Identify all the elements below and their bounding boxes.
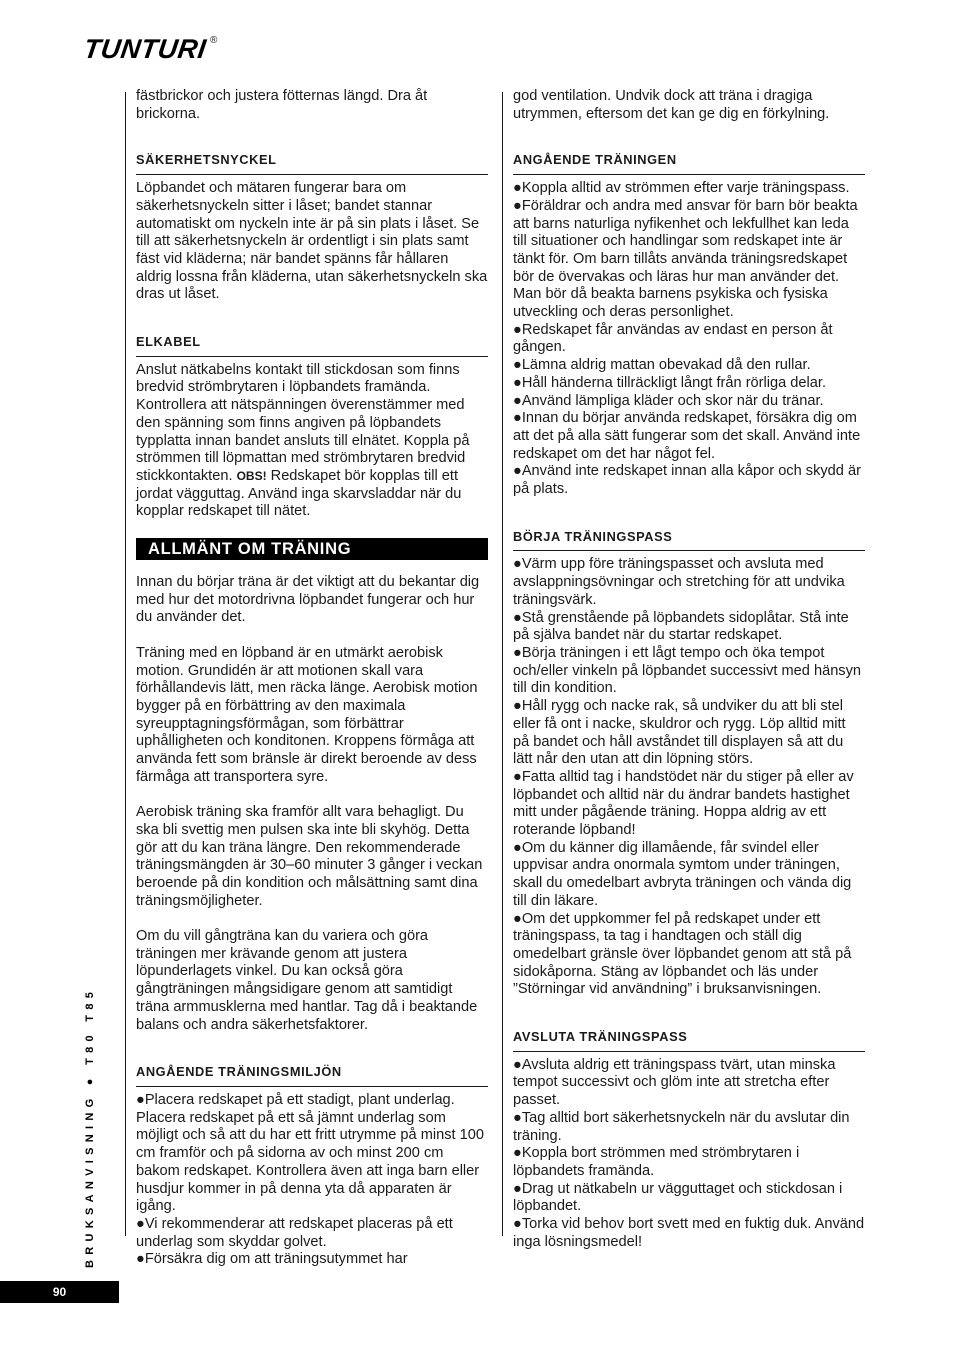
- registered-mark: ®: [209, 35, 218, 46]
- paragraph: Aerobisk träning ska framför allt vara behagligt. Du ska bli svettig men pulsen ska inte bli skyhög. Detta gör att du kan träna längre. Den rekommenderade träningsmängden är 30–60 minuter 3 gånger i veckan beroende på din kondition och målsättning samt dina träningsmöjligheter.: [136, 804, 483, 909]
- text-span: Anslut nätkabelns kontakt till stickdosan som finns bredvid strömbrytaren i löpbandets framända. Kontrollera att nätspänningen överenstämmer med den spänning som finns angiven på löpbandets typplatta innan bandet ansluts till elnätet. Koppla på strömmen till löpmattan med strömbrytaren bredvid stickkontakten.: [136, 361, 470, 484]
- side-running-title: BRUKSANVISNING ● T80 T85: [84, 986, 96, 1268]
- bullet-item: ●Tag alltid bort säkerhetsnyckeln när du avslutar din träning.: [513, 1109, 850, 1144]
- left-column-rule: [125, 92, 126, 1236]
- right-column: [513, 88, 865, 1251]
- section-heading-sakerhetsnyckel: SÄKERHETSNYCKEL: [136, 151, 488, 175]
- bullet-item: ●Använd inte redskapet innan alla kåpor och skydd är på plats.: [513, 463, 861, 498]
- text-span: Redskapet bör kopplas till ett jordat vägguttag. Använd inga skarvsladdar när du kopplar redskapet till nätet.: [136, 467, 462, 520]
- logo-text: TUNTURI: [81, 34, 209, 64]
- section-heading-elkabel: ELKABEL: [136, 333, 488, 357]
- bullet-item: ●Torka vid behov bort svett med en fuktig duk. Använd inga lösningsmedel!: [513, 1216, 865, 1250]
- paragraph: god ventilation. Undvik dock att träna i dragiga utrymmen, eftersom det kan ge dig en förkylning.: [513, 88, 830, 122]
- bullet-item: ●Håll händerna tillräckligt långt från rörliga delar.: [513, 374, 827, 391]
- paragraph: Om du vill gångträna kan du variera och göra träningen mer krävande genom att justera löpunderlagets vinkel. Du kan också göra gångträningen mångsidigare genom att samtidigt träna armmusklerna med hantlar. Tag då i beaktande balans och andra säkerhetsfaktorer.: [136, 928, 478, 1033]
- bullet-item: ●Lämna aldrig mattan obevakad då den rullar.: [513, 357, 811, 374]
- bullet-item: ●Redskapet får användas av endast en person åt gången.: [513, 321, 833, 356]
- section-heading-traningsmiljon: ANGÅENDE TRÄNINGSMILJÖN: [136, 1063, 488, 1087]
- bullet-item: ●Vi rekommenderar att redskapet placeras på ett underlag som skyddar golvet.: [136, 1215, 453, 1250]
- obs-label: OBS!: [236, 468, 267, 483]
- page-number: 90: [0, 1281, 119, 1303]
- paragraph-elkabel: [136, 362, 488, 521]
- section-heading-traningen: ANGÅENDE TRÄNINGEN: [513, 151, 865, 175]
- bullet-item: ●Håll rygg och nacke rak, så undviker du att bli stel eller få ont i nacke, skuldror och rygg. Löp alltid mitt på bandet och håll avståndet till displayen så att du lätt når den utan att din löpning störs.: [513, 698, 846, 768]
- bullet-item: ●Drag ut nätkabeln ur vägguttaget och stickdosan i löpbandet.: [513, 1180, 843, 1215]
- section-heading-avsluta: AVSLUTA TRÄNINGSPASS: [513, 1028, 865, 1052]
- brand-logo: [81, 34, 218, 64]
- paragraph: Löpbandet och mätaren fungerar bara om säkerhetsnyckeln sitter i låset; bandet stannar automatiskt om nyckeln inte är på sin plats i låset. Se till att säkerhetsnyckeln är ordentligt i sin plats samt fäst vid kläderna; när bandet spänns får hållaren aldrig lossna från kläderna, utan säkerhetsnyckeln ska dras ut låset.: [136, 180, 488, 303]
- right-column-rule: [502, 92, 503, 1236]
- bullet-item: ●Innan du börjar använda redskapet, försäkra dig om att det på alla sätt fungerar som det skall. Använd inte redskapet om det har något fel.: [513, 410, 861, 462]
- bullet-item: ●Koppla alltid av strömmen efter varje träningspass.: [513, 180, 850, 197]
- bullet-item: ●Fatta alltid tag i handstödet när du stiger på eller av löpbandet och alltid när du ändrar bandets hastighet mitt under pågående träning. Hoppa aldrig av ett roterande löpband!: [513, 768, 854, 839]
- bullet-item: ●Om det uppkommer fel på redskapet under ett träningspass, ta tag i handtagen och ställ dig omedelbart gränsle över löpbandet genom att stå på sidokåporna. Stäng av löpbandet och läs under ”Störningar vid användning” i bruksanvisningen.: [513, 910, 852, 998]
- bullet-item: ●Om du känner dig illamående, får svindel eller uppvisar andra onormala symtom under träningen, skall du omedelbart avbryta träningen och vända dig till din läkare.: [513, 839, 852, 909]
- left-column: [136, 88, 488, 1269]
- bullet-item: ●Stå grenstående på löpbandets sidoplåtar. Stå inte på själva bandet när du startar redskapet.: [513, 609, 849, 644]
- paragraph: Träning med en löpband är en utmärkt aerobisk motion. Grundidén är att motionen skall vara förhållandevis lätt, men räcka länge. Aerobisk motion bygger på en förbättring av den maximala syreupptagningsförmågan, som förbättrar uphålligheten och konditonen. Kroppens förmåga att använda fett som bränsle är direkt beroende av dess färmåga att transportera syre.: [136, 644, 478, 785]
- bullet-item: ●Försäkra dig om att träningsutymmet har: [136, 1251, 408, 1268]
- bullet-item: ●Börja träningen i ett lågt tempo och öka tempot och/eller vinkeln på löpbandet successivt med hänsyn till din kondition.: [513, 644, 862, 697]
- bullet-item: ●Föräldrar och andra med ansvar för barn bör beakta att barns naturliga nyfikenhet och lekfullhet kan leda till situationer och handlingar som redskapet inte är tänkt för. Om barn tillåts använda träningsredskapet bör de övervakas och läras hur man använder det. Man bör då beakta barnens psykiska och fysiska utveckling och deras personlighet.: [513, 197, 858, 321]
- bullet-item: ●Koppla bort strömmen med strömbrytaren i löpbandets framända.: [513, 1145, 800, 1179]
- bullet-item: ●Värm upp före träningspasset och avsluta med avslappningsövningar och stretching för att undvika träningsvärk.: [513, 556, 845, 608]
- bullet-item: ●Placera redskapet på ett stadigt, plant underlag. Placera redskapet på ett så jämnt underlag som möjligt och så att du har ett fritt utrymme på minst 100 cm framför och på sidorna av och minst 200 cm bakom redskapet. Kontrollera även att inga barn eller husdjur kommer in på denna yta då apparaten är igång.: [136, 1092, 484, 1215]
- bullet-item: ●Använd lämpliga kläder och skor när du tränar.: [513, 392, 824, 409]
- major-heading-allmant: ALLMÄNT OM TRÄNING: [136, 538, 488, 560]
- paragraph: Innan du börjar träna är det viktigt att du bekantar dig med hur det motordrivna löpbandet fungerar och hur du använder det.: [136, 574, 480, 626]
- paragraph: fästbrickor och justera fötternas längd. Dra åt brickorna.: [136, 88, 428, 122]
- bullet-item: ●Avsluta aldrig ett träningspass tvärt, utan minska tempot successivt och glöm inte att stretcha efter passet.: [513, 1056, 836, 1109]
- section-heading-borja: BÖRJA TRÄNINGSPASS: [513, 528, 865, 552]
